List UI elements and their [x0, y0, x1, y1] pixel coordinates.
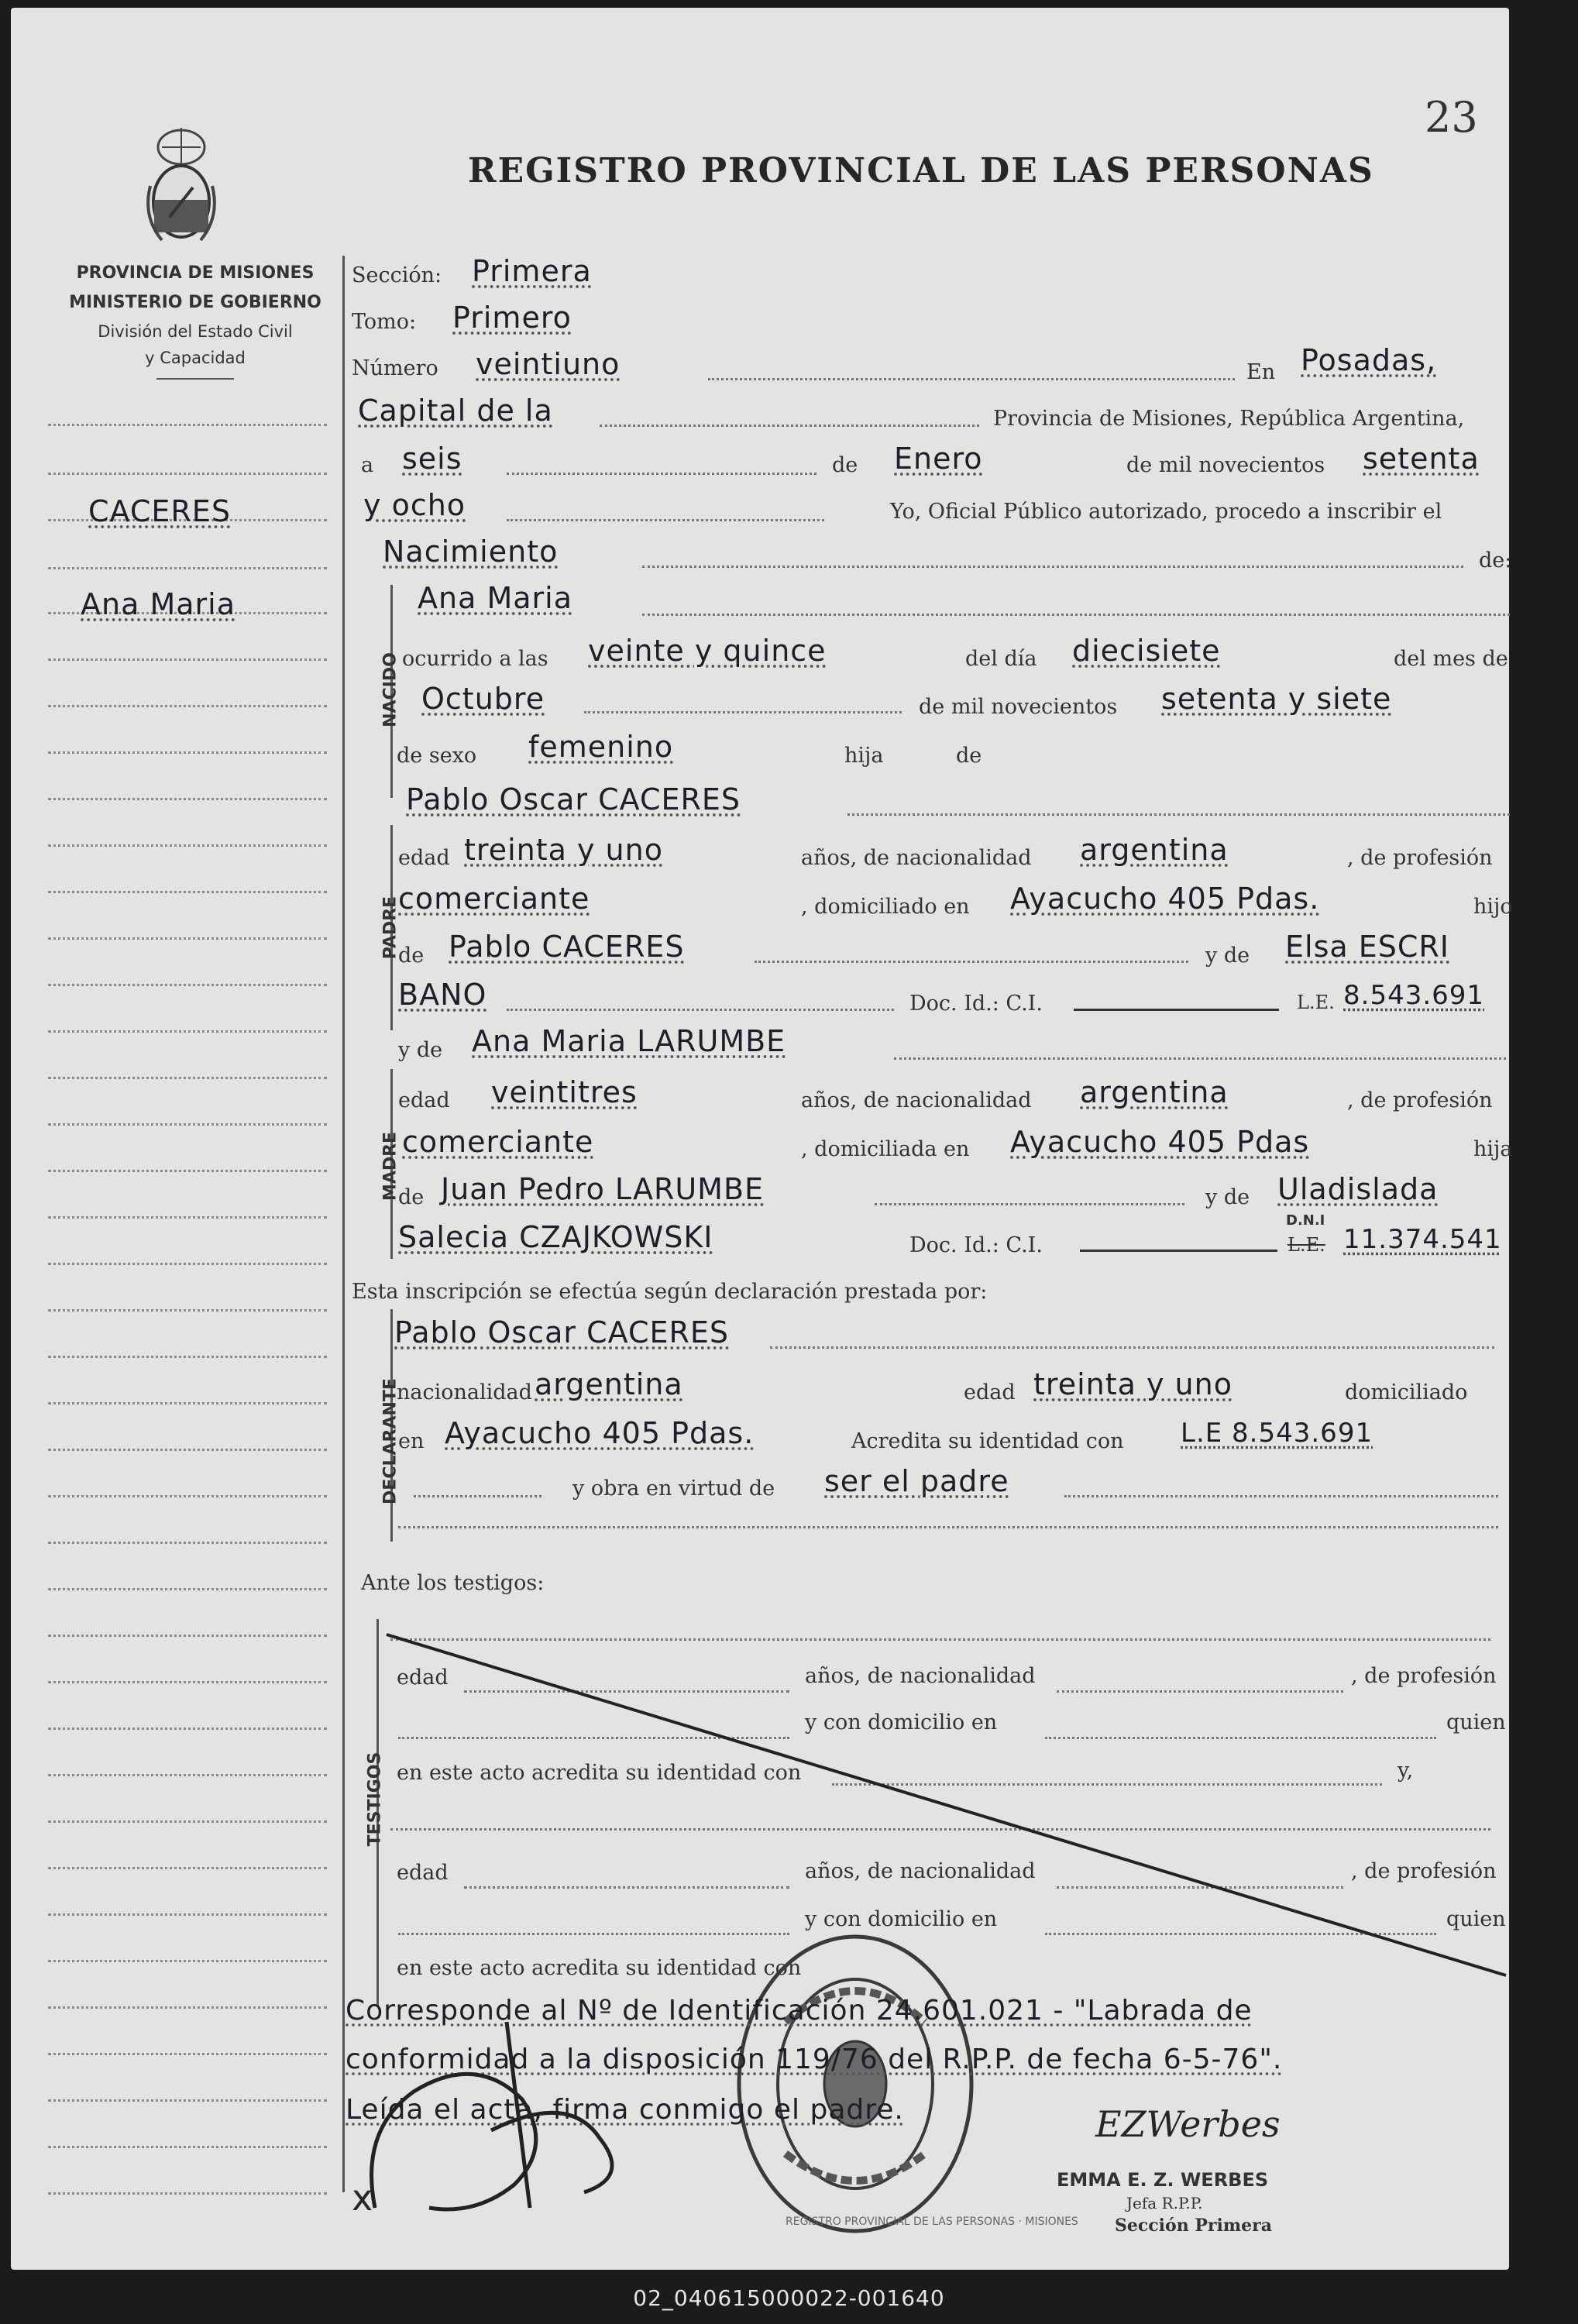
de-nac-label: de [956, 744, 982, 768]
declarante-dom-label: domiciliado [1345, 1380, 1468, 1404]
testigo-1-dom-label: y con domicilio en [805, 1710, 998, 1734]
padre-doc-label: Doc. Id.: C.I. [909, 992, 1043, 1016]
testigo-1-prof-label: , de profesión [1351, 1664, 1497, 1688]
madre-prof-label: , de profesión [1347, 1088, 1493, 1112]
padre-madre-value-1: Elsa ESCRI [1285, 930, 1450, 964]
madre-nac-value: argentina [1080, 1075, 1229, 1109]
de-label: de [832, 453, 858, 477]
testigos-side-label: TESTIGOS [365, 1752, 385, 1847]
madre-de-label: de [398, 1185, 425, 1209]
division-label-1: División del Estado Civil [98, 322, 293, 341]
margin-surname: CACERES [88, 494, 231, 528]
mes-label: del mes de [1394, 647, 1508, 671]
testigo-2-prof-label: , de profesión [1351, 1859, 1497, 1883]
padre-nac-label: años, de nacionalidad [801, 846, 1032, 870]
declarante-nac-value: argentina [535, 1367, 683, 1401]
declarante-nac-label: nacionalidad [397, 1380, 532, 1404]
padre-hijo-label: hijo [1473, 895, 1513, 919]
mes-value: Enero [894, 442, 983, 476]
testigo-2-nac-label: años, de nacionalidad [805, 1859, 1036, 1883]
madre-hija-label: hija [1473, 1137, 1513, 1161]
sidebar-divider [156, 378, 234, 380]
nacido-name: Ana Maria [418, 581, 572, 615]
padre-nac-value: argentina [1080, 833, 1229, 867]
dia-label: del día [965, 647, 1037, 671]
padre-prof-label: , de profesión [1347, 846, 1493, 870]
testigo-2-dom-label: y con domicilio en [805, 1907, 998, 1931]
testigos-intro: Ante los testigos: [361, 1571, 545, 1595]
madre-edad-value: veintitres [491, 1075, 638, 1109]
padre-madre-value-2: BANO [398, 978, 487, 1012]
numero-label: Número [352, 356, 438, 380]
declarante-dom-value: Ayacucho 405 Pdas. [445, 1416, 755, 1450]
padre-padre-value: Pablo CACERES [449, 930, 685, 964]
en-label: En [1246, 360, 1276, 384]
anio-nac-value: setenta y siete [1161, 682, 1392, 716]
province-label: PROVINCIA DE MISIONES [76, 263, 315, 283]
declarante-acredita-value: L.E 8.543.691 [1181, 1418, 1373, 1449]
acto-value: Nacimiento [383, 535, 559, 569]
tomo-label: Tomo: [352, 310, 417, 334]
padre-y-de-label: y de [1205, 944, 1250, 968]
declarant-mark: x [352, 2177, 373, 2219]
page-number: 23 [1425, 93, 1478, 142]
nota-line-3: Leída el acta, firma conmigo el padre. [346, 2094, 904, 2126]
padre-le-value: 8.543.691 [1343, 980, 1485, 1011]
hora-value: veinte y quince [588, 634, 827, 668]
declarante-side-label: DECLARANTE [380, 1378, 401, 1504]
padre-prof-value: comerciante [398, 882, 590, 916]
nacido-side-label: NACIDO [380, 652, 401, 727]
madre-nac-label: años, de nacionalidad [801, 1088, 1032, 1112]
dia-nac-value: diecisiete [1072, 634, 1221, 668]
declarante-obra-value: ser el padre [824, 1464, 1009, 1498]
madre-y-de-label-2: y de [1205, 1185, 1250, 1209]
declaracion-intro: Esta inscripción se efectúa según declaración prestada por: [352, 1280, 988, 1304]
testigo-1-acredita-label: en este acto acredita su identidad con [397, 1761, 802, 1785]
officer-section: Sección Primera [1115, 2216, 1272, 2236]
madre-y-de-label: y de [398, 1038, 443, 1062]
anio-text: de mil novecientos [1126, 453, 1325, 477]
testigo-1-quien-label: quien [1446, 1710, 1506, 1734]
declarant-signature-icon [352, 1975, 677, 2231]
tomo-value: Primero [452, 301, 572, 335]
padre-le-label: L.E. [1297, 992, 1335, 1013]
mes-nac-value: Octubre [421, 682, 545, 716]
de-end-label: de: [1479, 548, 1512, 572]
padre-dom-label: , domiciliado en [801, 895, 970, 919]
testigo-1-edad-label: edad [397, 1666, 449, 1690]
padre-side-label: PADRE [380, 896, 401, 960]
padre-edad-value: treinta y uno [464, 833, 663, 867]
madre-dom-label: , domiciliada en [801, 1137, 970, 1161]
madre-padre-value: Juan Pedro LARUMBE [441, 1172, 765, 1206]
padre-edad-label: edad [398, 846, 450, 870]
nota-line-1: Corresponde al Nº de Identificación 24.601.021 - "Labrada de [346, 1995, 1253, 2027]
a-label: a [361, 453, 374, 477]
margin-given-name: Ana Maria [81, 587, 235, 621]
sexo-value: femenino [528, 730, 674, 764]
ministry-label: MINISTERIO DE GOBIERNO [69, 293, 321, 312]
madre-dni-label: D.N.I [1286, 1212, 1325, 1229]
seccion-label: Sección: [352, 263, 442, 287]
officer-role: Jefa R.P.P. [1126, 2194, 1203, 2212]
madre-side-label: MADRE [380, 1131, 401, 1202]
testigo-2-acredita-label: en este acto acredita su identidad con [397, 1956, 802, 1980]
declarante-acredita-label: Acredita su identidad con [851, 1429, 1124, 1453]
en-value: Posadas, [1301, 343, 1437, 377]
testigo-1-y-label: y, [1398, 1758, 1414, 1783]
main-column-rule [342, 256, 345, 2192]
document-title: REGISTRO PROVINCIAL DE LAS PERSONAS [468, 151, 1374, 191]
madre-dom-value: Ayacucho 405 Pdas [1010, 1125, 1310, 1159]
anio-value-2: y ocho [363, 488, 466, 522]
madre-dni-value: 11.374.541 [1343, 1224, 1502, 1255]
image-caption: 02_040615000022-001640 [633, 2285, 945, 2311]
madre-edad-label: edad [398, 1088, 450, 1112]
declarante-edad-label: edad [964, 1380, 1016, 1404]
coat-of-arms-icon [139, 124, 224, 248]
madre-prof-value: comerciante [402, 1125, 594, 1159]
officer-name: EMMA E. Z. WERBES [1057, 2169, 1269, 2191]
seccion-value: Primera [472, 254, 592, 288]
anio-value-1: setenta [1363, 442, 1480, 476]
nota-line-2: conformidad a la disposición 119/76 del R.P.P. de fecha 6-5-76". [346, 2044, 1283, 2075]
provincia-text: Provincia de Misiones, República Argentina, [993, 407, 1465, 431]
sexo-label: de sexo [397, 744, 477, 768]
capital-value: Capital de la [358, 394, 553, 428]
testigo-2-edad-label: edad [397, 1861, 449, 1885]
anio-nac-label: de mil novecientos [919, 695, 1118, 719]
hijo-label: hija [844, 744, 884, 768]
declarante-en-label: en [398, 1429, 425, 1453]
declarante-obra-label: y obra en virtud de [572, 1477, 775, 1501]
madre-madre-value-1: Uladislada [1277, 1172, 1439, 1206]
seal-text: REGISTRO PROVINCIAL DE LAS PERSONAS · MISIONES [786, 2216, 1078, 2228]
madre-doc-label: Doc. Id.: C.I. [909, 1233, 1043, 1257]
declarante-name: Pablo Oscar CACERES [394, 1315, 730, 1349]
padre-de-label: de [398, 944, 425, 968]
testigo-1-nac-label: años, de nacionalidad [805, 1664, 1036, 1688]
padre-dom-value: Ayacucho 405 Pdas. [1010, 882, 1320, 916]
officer-signature: EZWerbes [1095, 2103, 1281, 2145]
madre-madre-value-2: Salecia CZAJKOWSKI [398, 1220, 713, 1254]
oficial-text: Yo, Oficial Público autorizado, procedo a inscribir el [890, 500, 1442, 524]
padre-name: Pablo Oscar CACERES [406, 782, 741, 816]
dia-value: seis [402, 442, 462, 476]
hora-label: ocurrido a las [402, 647, 548, 671]
testigo-2-quien-label: quien [1446, 1907, 1506, 1931]
declarante-edad-value: treinta y uno [1033, 1367, 1232, 1401]
official-seal-icon [731, 1929, 1078, 2239]
madre-name: Ana Maria LARUMBE [472, 1024, 786, 1058]
document-page [11, 8, 1513, 2270]
madre-le-label: L.E. [1287, 1234, 1325, 1256]
numero-value: veintiuno [476, 347, 621, 381]
division-label-2: y Capacidad [145, 349, 246, 367]
